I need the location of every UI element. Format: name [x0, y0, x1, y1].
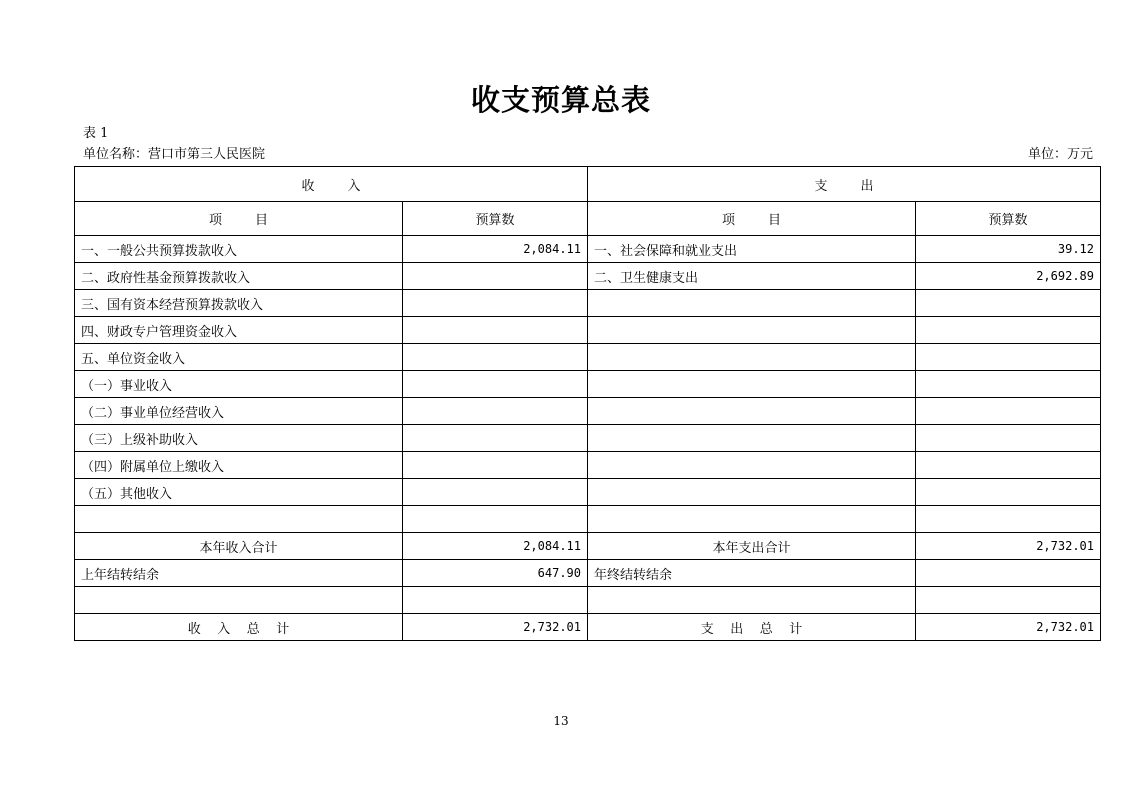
expense-value-cell — [916, 344, 1101, 371]
column-header-row — [75, 202, 1101, 236]
carry-over-row — [75, 560, 1101, 587]
grand-expense-total-value: 2,732.01 — [916, 614, 1101, 641]
expense-value-cell — [916, 371, 1101, 398]
blank-income-value — [403, 587, 588, 614]
expense-value-cell — [916, 479, 1101, 506]
grand-total-row — [75, 614, 1101, 641]
income-budget-header: 预算数 — [403, 202, 588, 236]
year-total-row — [75, 533, 1101, 560]
blank-row — [75, 587, 1101, 614]
expense-value-cell — [916, 425, 1101, 452]
expense-item-cell — [588, 317, 916, 344]
expense-item-cell — [588, 506, 916, 533]
income-value-cell — [403, 317, 588, 344]
grand-income-total-value: 2,732.01 — [403, 614, 588, 641]
expense-value-cell: 39.12 — [916, 236, 1101, 263]
expense-value-cell — [916, 506, 1101, 533]
income-value-cell — [403, 398, 588, 425]
year-income-total-value: 2,084.11 — [403, 533, 588, 560]
money-unit: 单位：万元 — [1027, 147, 1093, 162]
expense-value-cell — [916, 317, 1101, 344]
table-row — [75, 317, 1101, 344]
grand-income-total-label: 收 入 总 计 — [75, 614, 403, 641]
expense-item-cell — [588, 425, 916, 452]
expense-section-header: 支 出 — [588, 167, 1101, 202]
table-row — [75, 398, 1101, 425]
income-value-cell — [403, 479, 588, 506]
expense-item-cell — [588, 371, 916, 398]
expense-budget-header: 预算数 — [916, 202, 1101, 236]
expense-item-cell — [588, 398, 916, 425]
income-item-cell: （五）其他收入 — [75, 479, 403, 506]
table-row — [75, 290, 1101, 317]
expense-item-header: 项 目 — [588, 202, 916, 236]
table-row — [75, 506, 1101, 533]
year-expense-total-label: 本年支出合计 — [588, 533, 916, 560]
income-value-cell — [403, 290, 588, 317]
expense-item-cell: 二、卫生健康支出 — [588, 263, 916, 290]
carry-income-label: 上年结转结余 — [75, 560, 403, 587]
income-item-cell: 二、政府性基金预算拨款收入 — [75, 263, 403, 290]
carry-income-value: 647.90 — [403, 560, 588, 587]
income-item-header: 项 目 — [75, 202, 403, 236]
income-value-cell — [403, 344, 588, 371]
income-item-cell: 三、国有资本经营预算拨款收入 — [75, 290, 403, 317]
table-row — [75, 371, 1101, 398]
income-item-cell: 一、一般公共预算拨款收入 — [75, 236, 403, 263]
income-value-cell: 2,084.11 — [403, 236, 588, 263]
expense-value-cell — [916, 452, 1101, 479]
expense-item-cell — [588, 344, 916, 371]
carry-expense-label: 年终结转结余 — [588, 560, 916, 587]
table-row — [75, 425, 1101, 452]
expense-value-cell — [916, 290, 1101, 317]
income-value-cell — [403, 506, 588, 533]
income-value-cell — [403, 263, 588, 290]
expense-value-cell: 2,692.89 — [916, 263, 1101, 290]
income-value-cell — [403, 452, 588, 479]
year-income-total-label: 本年收入合计 — [75, 533, 403, 560]
table-row — [75, 263, 1101, 290]
expense-value-cell — [916, 398, 1101, 425]
page-title: 收支预算总表 — [470, 83, 651, 117]
expense-item-cell — [588, 479, 916, 506]
income-value-cell — [403, 371, 588, 398]
budget-table — [74, 166, 1101, 641]
income-item-cell: （三）上级补助收入 — [75, 425, 403, 452]
income-item-cell: 五、单位资金收入 — [75, 344, 403, 371]
income-item-cell: 四、财政专户管理资金收入 — [75, 317, 403, 344]
expense-item-cell: 一、社会保障和就业支出 — [588, 236, 916, 263]
table-row — [75, 344, 1101, 371]
blank-expense-item — [588, 587, 916, 614]
income-item-cell: （四）附属单位上缴收入 — [75, 452, 403, 479]
year-expense-total-value: 2,732.01 — [916, 533, 1101, 560]
blank-expense-value — [916, 587, 1101, 614]
table-label: 表 1 — [83, 126, 109, 141]
table-row — [75, 479, 1101, 506]
expense-item-cell — [588, 452, 916, 479]
unit-name: 单位名称：营口市第三人民医院 — [83, 147, 266, 162]
page-number: 13 — [553, 714, 569, 728]
income-value-cell — [403, 425, 588, 452]
carry-expense-value — [916, 560, 1101, 587]
income-item-cell: （一）事业收入 — [75, 371, 403, 398]
income-item-cell: （二）事业单位经营收入 — [75, 398, 403, 425]
table-row — [75, 236, 1101, 263]
expense-item-cell — [588, 290, 916, 317]
blank-income-item — [75, 587, 403, 614]
income-item-cell — [75, 506, 403, 533]
grand-expense-total-label: 支 出 总 计 — [588, 614, 916, 641]
section-header-row — [75, 167, 1101, 202]
table-row — [75, 452, 1101, 479]
income-section-header: 收 入 — [75, 167, 588, 202]
